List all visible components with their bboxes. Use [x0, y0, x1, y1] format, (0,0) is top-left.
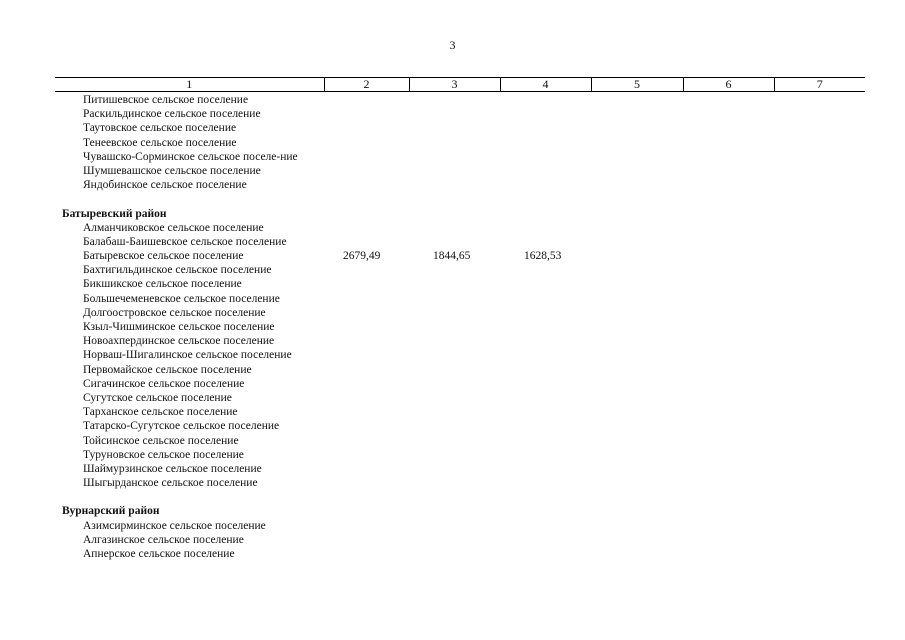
- column-header-1: 1: [55, 78, 324, 92]
- settlement-name: Азимсирминское сельское поселение: [83, 519, 266, 532]
- table-row: [55, 519, 865, 533]
- settlement-name: Балабаш-Баишевское сельское поселение: [83, 235, 287, 248]
- settlement-name: Шумшевашское сельское поселение: [83, 164, 261, 177]
- settlement-name: Большечеменевское сельское поселение: [83, 292, 280, 305]
- table-row: [55, 348, 865, 362]
- page-number: 3: [449, 38, 456, 52]
- settlement-name: Тарханское сельское поселение: [83, 406, 238, 419]
- table-row: [55, 249, 865, 263]
- column-header-3: 3: [409, 78, 500, 92]
- table-row: [55, 93, 865, 107]
- settlement-name: Новоахпердинское сельское поселение: [83, 335, 275, 348]
- settlement-name: Татарско-Сугутское сельское поселение: [83, 420, 280, 433]
- column-header-7: 7: [774, 78, 865, 92]
- table-row: [55, 405, 865, 419]
- settlement-name: Шаймурзинское сельское поселение: [83, 462, 262, 475]
- table-row: [55, 107, 865, 121]
- table-header: [55, 77, 865, 92]
- column-header-6: 6: [683, 78, 774, 92]
- settlement-name: Тойсинское сельское поселение: [83, 434, 239, 447]
- table-row: [55, 434, 865, 448]
- settlement-name: Алманчиковское сельское поселение: [83, 221, 264, 234]
- table-row: [55, 533, 865, 547]
- table-row: [55, 178, 865, 192]
- settlement-name: Раскильдинское сельское поселение: [83, 108, 261, 121]
- value-column-4: 1628,53: [524, 250, 562, 263]
- column-number-row: [55, 78, 865, 92]
- table-row: [55, 547, 865, 561]
- table-row: [55, 320, 865, 334]
- table-row: [55, 235, 865, 249]
- table-row: [55, 377, 865, 391]
- column-header-5: 5: [591, 78, 683, 92]
- column-header-4: 4: [500, 78, 591, 92]
- table-row: [55, 263, 865, 277]
- settlement-name: Первомайское сельское поселение: [83, 363, 252, 376]
- table-row: [55, 448, 865, 462]
- settlement-name: Таутовское сельское поселение: [83, 122, 237, 135]
- table-row: [55, 292, 865, 306]
- settlement-name: Батыревское сельское поселение: [83, 250, 244, 263]
- table-row: [55, 277, 865, 291]
- settlement-name: Сигачинское сельское поселение: [83, 377, 245, 390]
- table-row: [55, 164, 865, 178]
- settlement-name: Чувашско-Сорминское сельское поселе-ние: [83, 150, 298, 163]
- settlement-name: Туруновское сельское поселение: [83, 448, 244, 461]
- table-row: [55, 136, 865, 150]
- table-row: [55, 306, 865, 320]
- settlement-name: Норваш-Шигалинское сельское поселение: [83, 349, 292, 362]
- table-row: [55, 363, 865, 377]
- settlement-name: Яндобинское сельское поселение: [83, 179, 247, 192]
- table-row: [55, 334, 865, 348]
- table-row: [55, 476, 865, 490]
- settlement-name: Шыгырданское сельское поселение: [83, 477, 258, 490]
- settlement-name: Кзыл-Чишминское сельское поселение: [83, 321, 275, 334]
- table-row: [55, 121, 865, 135]
- settlement-name: Бикшикское сельское поселение: [83, 278, 242, 291]
- column-header-2: 2: [324, 78, 409, 92]
- value-column-3: 1844,65: [433, 250, 471, 263]
- table-row: [55, 221, 865, 235]
- table-row: [55, 462, 865, 476]
- section-spacer: [55, 490, 865, 504]
- section-spacer: [55, 192, 865, 206]
- value-column-2: 2679,49: [343, 250, 381, 263]
- table-row: [55, 150, 865, 164]
- settlement-name: Долгоостровское сельское поселение: [83, 306, 266, 319]
- settlement-name: Тенеевское сельское поселение: [83, 136, 237, 149]
- settlement-name: Апнерское сельское поселение: [83, 548, 235, 561]
- settlement-name: Сугутское сельское поселение: [83, 391, 232, 404]
- table-row: [55, 419, 865, 433]
- district-heading: Батыревский район: [62, 207, 167, 220]
- settlement-name: Алгазинское сельское поселение: [83, 533, 244, 546]
- table-row: [55, 391, 865, 405]
- settlement-name: Питишевское сельское поселение: [83, 94, 249, 106]
- settlement-name: Бахтигильдинское сельское поселение: [83, 264, 272, 277]
- district-heading: Вурнарский район: [62, 505, 160, 518]
- table-body: [55, 93, 865, 561]
